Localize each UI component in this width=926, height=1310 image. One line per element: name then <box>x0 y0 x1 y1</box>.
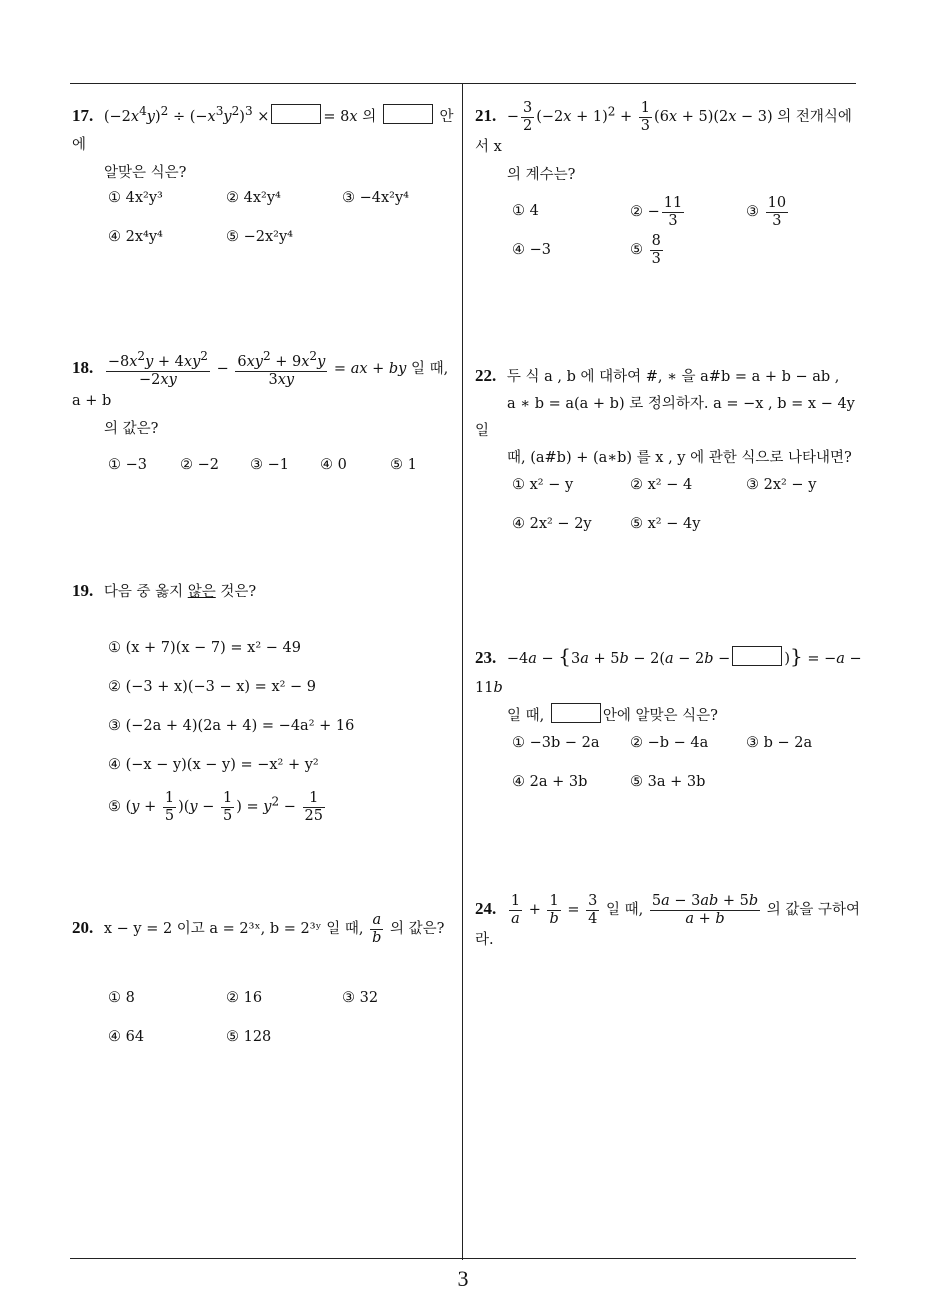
option[interactable]: ② − $\frac{11}{3}$ <box>630 195 683 229</box>
option[interactable]: ② x² − 4 <box>630 477 693 493</box>
question-17 <box>72 100 457 187</box>
question-number: 23. <box>475 648 497 667</box>
option[interactable]: ④ 64 <box>108 1029 145 1045</box>
fraction: $\frac{1}{3}$ <box>640 100 651 134</box>
question-text: 일 때, <box>507 707 545 724</box>
question-number: 19. <box>72 581 94 600</box>
option[interactable]: ⑤ (y + $\frac{1}{5}$ )(y − $\frac{1}{5}$ ) = $y^2$ − $\frac{1}{25}$ <box>108 790 323 824</box>
option[interactable]: ③ b − 2a <box>746 735 813 751</box>
question-text: 의 값은? <box>104 420 159 437</box>
option[interactable]: ③ 32 <box>342 990 379 1006</box>
fraction: $\frac{5a - 3ab + 5b}{a + b}$ <box>651 893 759 927</box>
option[interactable]: ⑤ 1 <box>390 457 417 473</box>
question-text: a ∗ b = a(a + b) 로 정의하자. a = −x , b = x − 4y 일 <box>475 396 855 440</box>
option[interactable]: ① −3 <box>108 457 147 473</box>
question-text: 다음 중 옳지 <box>103 584 188 600</box>
question-expression: −4a − {3a + 5b − 2(a − 2b − )} = −a − 11b <box>475 644 862 696</box>
answer-blank <box>732 646 782 666</box>
question-text: 의 전개식에서 x <box>475 109 852 156</box>
option[interactable]: ② (−3 + x)(−3 − x) = x² − 9 <box>108 679 317 695</box>
answer-blank <box>271 104 321 124</box>
fraction: $\frac{-8x^2y + 4xy^2}{-2xy}$ <box>107 349 208 388</box>
page-number: 3 <box>457 1266 469 1291</box>
question-number: 22. <box>475 366 497 385</box>
question-text: 알맞은 식은? <box>104 164 187 181</box>
question-text: 안에 <box>72 109 454 154</box>
option[interactable]: ③ −1 <box>250 457 289 473</box>
option[interactable]: ④ (−x − y)(x − y) = −x² + y² <box>108 757 319 773</box>
question-22 <box>475 360 860 472</box>
question-18: 18. $\frac{-8x^2y + 4xy^2}{-2xy}$ − $\frac{6xy^2 + 9x^2y}{3xy}$ = ax + by 일 때, a + b 의 값은? <box>72 349 449 437</box>
option[interactable]: ① 8 <box>108 990 135 1006</box>
option[interactable]: ① (x + 7)(x − 7) = x² − 49 <box>108 640 301 656</box>
option[interactable]: ④ −3 <box>512 242 551 258</box>
question-20 <box>72 912 457 946</box>
option[interactable]: ③ −4x²y⁴ <box>342 190 409 206</box>
answer-blank <box>383 104 433 124</box>
question-text: 안에 알맞은 식은? <box>602 707 718 724</box>
column-divider <box>462 84 463 1260</box>
fraction: $\frac{1}{b}$ <box>549 893 559 927</box>
question-text: 때, (a#b) + (a∗b) 를 x , y 에 관한 식으로 나타내면? <box>507 450 852 467</box>
fraction: $\frac{6xy^2 + 9x^2y}{3xy}$ <box>237 349 326 388</box>
question-number: 17. <box>72 106 94 125</box>
fraction: $\frac{3}{4}$ <box>588 893 598 927</box>
option[interactable]: ⑤ −2x²y⁴ <box>226 229 293 245</box>
option[interactable]: ① 4x²y³ <box>108 190 163 206</box>
option[interactable]: ⑤ 3a + 3b <box>630 774 706 790</box>
question-text: 일 때, a + b <box>72 361 449 410</box>
fraction: $\frac{1}{a}$ <box>510 893 521 927</box>
question-text: 의 값은? <box>390 921 445 938</box>
option[interactable]: ④ 2x² − 2y <box>512 516 592 532</box>
question-19 <box>72 575 457 607</box>
option[interactable]: ② −2 <box>180 457 219 473</box>
option[interactable]: ⑤ 128 <box>226 1029 272 1045</box>
option[interactable]: ⑤ $\frac{8}{3}$ <box>630 233 661 267</box>
option[interactable]: ① −3b − 2a <box>512 735 600 751</box>
answer-blank <box>551 703 601 723</box>
question-number: 20. <box>72 918 94 938</box>
top-rule <box>70 83 856 84</box>
emphasis-underline: 않은 <box>187 584 216 600</box>
option[interactable]: ③ (−2a + 4)(2a + 4) = −4a² + 16 <box>108 718 355 734</box>
question-number: 21. <box>475 106 497 126</box>
question-text: x − y = 2 이고 a = 2³ˣ, b = 2³ʸ 일 때, <box>103 921 364 938</box>
fraction: $\frac{3}{2}$ <box>523 100 533 134</box>
option[interactable]: ① 4 <box>512 203 539 219</box>
option[interactable]: ③ $\frac{10}{3}$ <box>746 195 787 229</box>
question-23 <box>475 637 865 730</box>
option[interactable]: ④ 2x⁴y⁴ <box>108 229 163 245</box>
question-21: 21. − $\frac{3}{2}$ $(-2x + 1)^2$ + $\frac{1}{3}$ (6x + 5)(2x − 3) 의 전개식에서 x 의 계수는? <box>475 100 852 183</box>
question-expression: $(-2x^4y)^2 \div (-x^3y^2)^3$ × = 8x 의 <box>104 109 435 125</box>
option[interactable]: ⑤ x² − 4y <box>630 516 701 532</box>
option[interactable]: ③ 2x² − y <box>746 477 817 493</box>
question-text: 일 때, <box>605 902 644 919</box>
question-number: 24. <box>475 899 497 919</box>
bottom-rule <box>70 1258 856 1259</box>
option[interactable]: ④ 2a + 3b <box>512 774 588 790</box>
option[interactable]: ② 16 <box>226 990 263 1006</box>
question-text: 두 식 a , b 에 대하여 #, ∗ 을 a#b = a + b − ab , <box>506 369 840 385</box>
question-number: 18. <box>72 358 94 378</box>
option[interactable]: ② 4x²y⁴ <box>226 190 281 206</box>
option[interactable]: ② −b − 4a <box>630 735 709 751</box>
question-24: 24. $\frac{1}{a}$ + $\frac{1}{b}$ = $\frac{3}{4}$ 일 때, $\frac{5a - 3ab + 5b}{a + b}$ 의 값을 구하여라. <box>475 893 861 949</box>
question-text: 의 계수는? <box>507 166 576 183</box>
option[interactable]: ① x² − y <box>512 477 574 493</box>
fraction: $\frac{a}{b}$ <box>372 912 382 946</box>
question-text: 것은? <box>215 584 257 600</box>
question-text: 의 값을 구하여라. <box>475 902 861 949</box>
option[interactable]: ④ 0 <box>320 457 347 473</box>
